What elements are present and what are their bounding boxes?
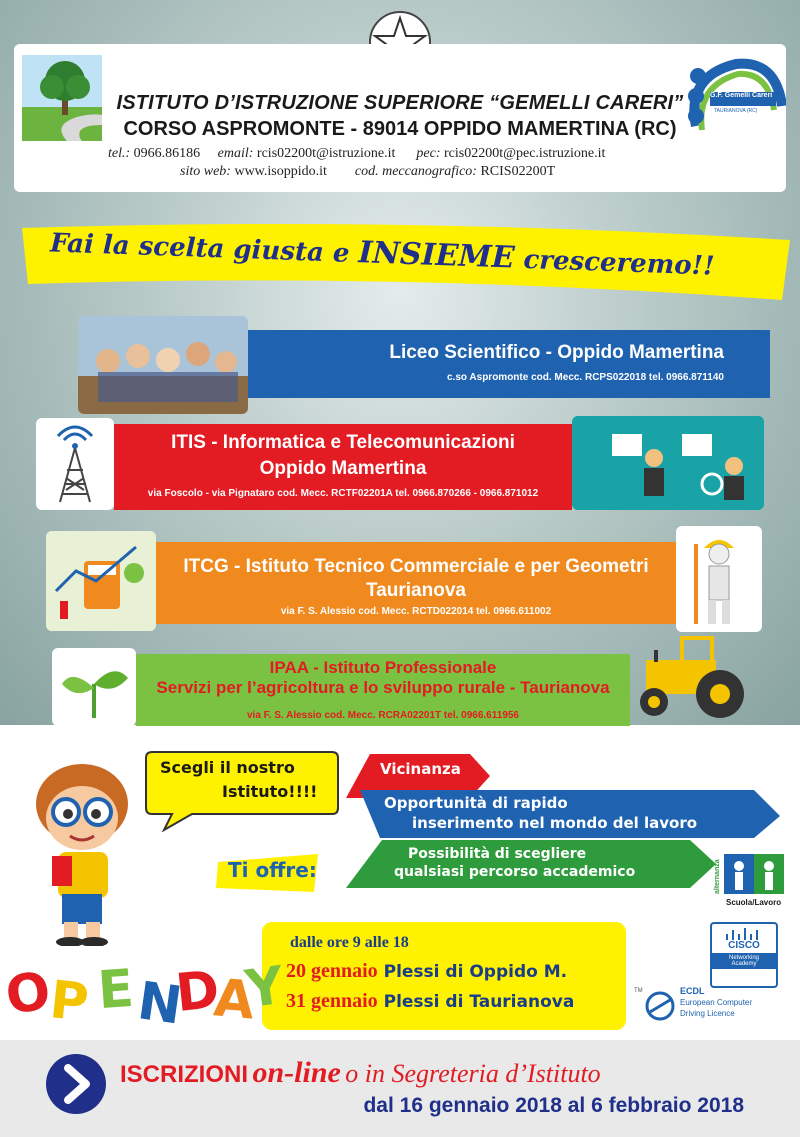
course-details-ipaa: via F. S. Alessio cod. Mecc. RCRA02201T tel. 0966.611956: [247, 710, 519, 721]
cisco-name: CISCO: [728, 940, 760, 951]
course-subtitle-itcg: Taurianova: [366, 580, 466, 601]
alternanza-text: alternanza: [714, 859, 721, 894]
ecdl-sub-2: Driving Licence: [680, 1009, 735, 1018]
cisco-sub-1: Networking: [728, 955, 759, 961]
antenna-tower-icon: [36, 418, 114, 510]
course-title-liceo: Liceo Scientifico - Oppido Mamertina: [389, 342, 724, 363]
liceo-image: [78, 316, 248, 414]
open-day-line-2: [286, 990, 574, 1013]
ecdl-sub-1: European Computer: [680, 998, 753, 1007]
ecdl-globe-icon: [644, 990, 676, 1022]
pec-value[interactable]: rcis02200t@pec.istruzione.it: [444, 146, 606, 161]
footer-online[interactable]: on-line: [252, 1056, 341, 1089]
course-bar-ipaa[interactable]: [136, 654, 630, 726]
footer-segreteria: o in Segreteria d’Istituto: [345, 1059, 601, 1088]
scientists-illustration-icon: [78, 316, 248, 414]
footer-iscrizioni-line: [120, 1056, 601, 1090]
offer-2-line-2: inserimento nel mondo del lavoro: [412, 814, 698, 832]
ecdl-tm: TM: [634, 988, 643, 994]
itis-right-image: [572, 416, 764, 510]
open-day-place-1: Plessi di Oppido M.: [383, 962, 568, 982]
open-day-line-1: [286, 960, 567, 983]
email-value[interactable]: rcis02200t@istruzione.it: [256, 146, 396, 161]
slogan-part-2: INSIEME: [357, 235, 516, 276]
school-name: ISTITUTO D’ISTRUZIONE SUPERIORE “GEMELLI CARERI”: [116, 92, 684, 114]
course-details-itis: via Foscolo - via Pignataro cod. Mecc. RCTF02201A tel. 0966.870266 - 0966.871012: [147, 488, 539, 499]
ecdl-name: ECDL: [680, 986, 705, 996]
computer-people-icon: [572, 416, 764, 510]
cisco-sub-2: Academy: [731, 961, 757, 967]
bubble-line-1: Scegli il nostro: [160, 758, 295, 777]
footer-iscrizioni: ISCRIZIONI: [120, 1061, 249, 1088]
bubble-line-2: Istituto!!!!: [222, 782, 318, 801]
offer-1: Vicinanza: [380, 760, 461, 778]
contact-line-2: [180, 164, 555, 180]
engineer-figure-icon: [676, 526, 762, 632]
open-day-letter: A: [211, 968, 257, 1032]
code-label: cod. meccanografico:: [354, 164, 477, 179]
cisco-badge: [710, 922, 778, 988]
course-subtitle-ipaa: Servizi per l’agricoltura e lo sviluppo rurale - Taurianova: [156, 678, 610, 697]
footer-dates: dal 16 gennaio 2018 al 6 febbraio 2018: [363, 1094, 744, 1117]
calculator-chart-icon: [46, 531, 156, 631]
slogan-part-1: Fai la scelta giusta e: [49, 228, 359, 270]
open-day-letter: D: [172, 959, 223, 1025]
cisco-bars-icon: [724, 928, 764, 940]
boy-mascot-icon: [8, 756, 148, 946]
open-day-place-2: Plessi di Taurianova: [383, 992, 575, 1012]
tractor-icon: [626, 632, 756, 722]
open-day-date-1: 20 gennaio: [286, 960, 378, 982]
course-subtitle-itis: Oppido Mamertina: [259, 458, 427, 479]
slogan-part-3: cresceremo!!: [513, 244, 715, 282]
pec-label: pec:: [416, 146, 441, 161]
ipaa-image: [52, 648, 136, 726]
scuola-lavoro-text: Scuola/Lavoro: [726, 898, 782, 907]
course-bar-itis[interactable]: [114, 424, 572, 510]
offer-2-line-1: Opportunità di rapido: [384, 794, 568, 812]
open-day-letter: P: [46, 970, 92, 1034]
course-title-itcg: ITCG - Istituto Tecnico Commerciale e per Geometri: [183, 556, 649, 577]
offers-label: Ti offre:: [228, 858, 317, 882]
contact-line-1: [108, 146, 605, 162]
sprout-icon: [52, 648, 136, 726]
itis-image: [36, 418, 114, 510]
code-value: RCIS02200T: [480, 164, 556, 179]
open-day-letter: E: [95, 958, 136, 1022]
web-value[interactable]: www.isoppido.it: [234, 164, 327, 179]
school-address: CORSO ASPROMONTE - 89014 OPPIDO MAMERTINA (RC): [123, 118, 677, 140]
course-title-itis: ITIS - Informatica e Telecomunicazioni: [171, 432, 515, 453]
offer-3-line-2: qualsiasi percorso accademico: [394, 864, 636, 880]
open-day-hours: dalle ore 9 alle 18: [290, 934, 409, 951]
course-details-itcg: via F. S. Alessio cod. Mecc. RCTD022014 tel. 0966.611002: [280, 606, 552, 617]
right-logo-text: G.F. Gemelli Careri: [710, 92, 773, 99]
alternanza-icon: [714, 850, 788, 900]
offer-3-line-1: Possibilità di scegliere: [408, 846, 587, 862]
alternanza-badge: [714, 850, 788, 912]
cisco-sub: [712, 953, 776, 969]
web-label: sito web:: [180, 164, 231, 179]
open-day-date-2: 31 gennaio: [286, 990, 378, 1012]
course-bar-itcg[interactable]: [156, 542, 676, 624]
course-details-liceo: c.so Aspromonte cod. Mecc. RCPS022018 tel. 0966.871140: [447, 372, 724, 383]
course-title-ipaa: IPAA - Istituto Professionale: [269, 658, 497, 677]
itcg-image: [46, 531, 156, 631]
open-day-letter: Y: [242, 955, 288, 1021]
right-logo-subtext: TAURIANOVA (RC): [714, 108, 758, 114]
course-bar-liceo[interactable]: [248, 330, 770, 398]
open-day-letter: O: [2, 961, 55, 1027]
itcg-right-image: [676, 526, 762, 632]
tel-label: tel.:: [108, 146, 131, 161]
tel-value: 0966.86186: [133, 146, 201, 161]
email-label: email:: [217, 146, 254, 161]
open-day-letter: N: [134, 971, 186, 1037]
